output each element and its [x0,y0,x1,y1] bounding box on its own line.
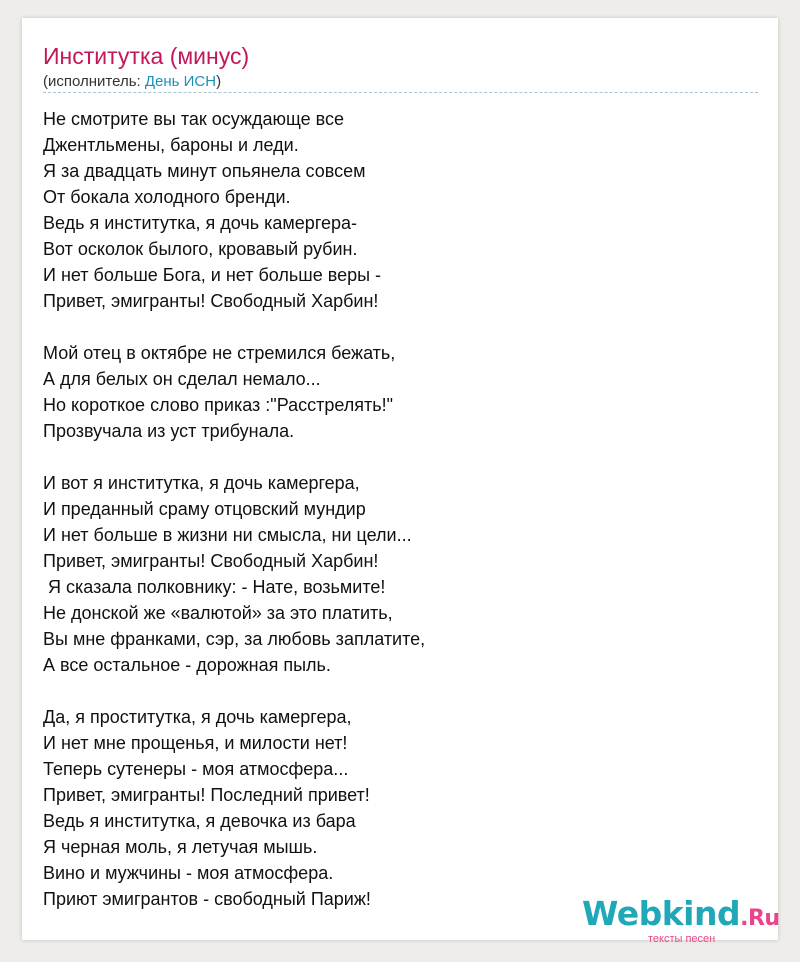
lyric-line: И вот я институтка, я дочь камергера, [43,473,360,493]
artist-link[interactable]: День ИСН [144,73,217,90]
artist-prefix: (исполнитель: [43,73,145,90]
lyric-line: Я черная моль, я летучая мышь. [43,837,318,857]
lyric-line: Привет, эмигранты! Последний привет! [43,785,370,805]
artist-line [43,73,221,91]
lyric-line: Теперь сутенеры - моя атмосфера... [43,759,349,779]
lyric-line: И нет мне прощенья, и милости нет! [43,733,348,753]
logo-name: Webkind [582,894,741,933]
lyric-line: И преданный сраму отцовский мундир [43,499,366,519]
lyric-line: Прозвучала из уст трибунала. [43,421,295,441]
lyric-line: Приют эмигрантов - свободный Париж! [43,889,371,909]
song-title: Институтка (минус) [43,43,250,69]
lyric-line: Но короткое слово приказ :"Расстрелять!" [43,395,394,415]
lyric-line: А для белых он сделал немало... [43,369,321,389]
lyric-line: Ведь я институтка, я девочка из бара [43,811,356,831]
lyric-line: Вы мне франками, сэр, за любовь заплатите, [43,629,426,649]
title-divider [43,92,758,93]
lyric-line: Ведь я институтка, я дочь камергера- [43,213,358,233]
stanza [43,340,425,444]
logo-tld: .Ru [740,906,780,931]
lyric-line: Не донской же «валютой» за это платить, [43,603,393,623]
lyric-line: Джентльмены, бароны и леди. [43,135,299,155]
lyric-line: И нет больше Бога, и нет больше веры - [43,265,382,285]
stanza [43,704,425,912]
lyrics-text [43,106,425,938]
lyric-line: Вот осколок былого, кровавый рубин. [43,239,358,259]
lyric-line: Привет, эмигранты! Свободный Харбин! [43,291,379,311]
lyric-line: Привет, эмигранты! Свободный Харбин! [43,551,379,571]
lyric-line: И нет больше в жизни ни смысла, ни цели... [43,525,412,545]
stanza [43,470,425,678]
lyrics-card [22,18,780,945]
lyric-line: Я сказала полковнику: - Нате, возьмите! [43,577,386,597]
lyric-line: От бокала холодного бренди. [43,187,291,207]
lyric-line: А все остальное - дорожная пыль. [43,655,331,675]
lyric-line: Да, я проститутка, я дочь камергера, [43,707,352,727]
stanza [43,106,425,314]
lyric-line: Я за двадцать минут опьянела совсем [43,161,366,181]
webkind-logo[interactable] [582,894,782,944]
lyric-line: Вино и мужчины - моя атмосфера. [43,863,334,883]
artist-suffix: ) [216,73,222,90]
logo-tagline: тексты песен [648,933,716,945]
lyric-line: Не смотрите вы так осуждающе все [43,109,345,129]
lyric-line: Мой отец в октябре не стремился бежать, [43,343,396,363]
